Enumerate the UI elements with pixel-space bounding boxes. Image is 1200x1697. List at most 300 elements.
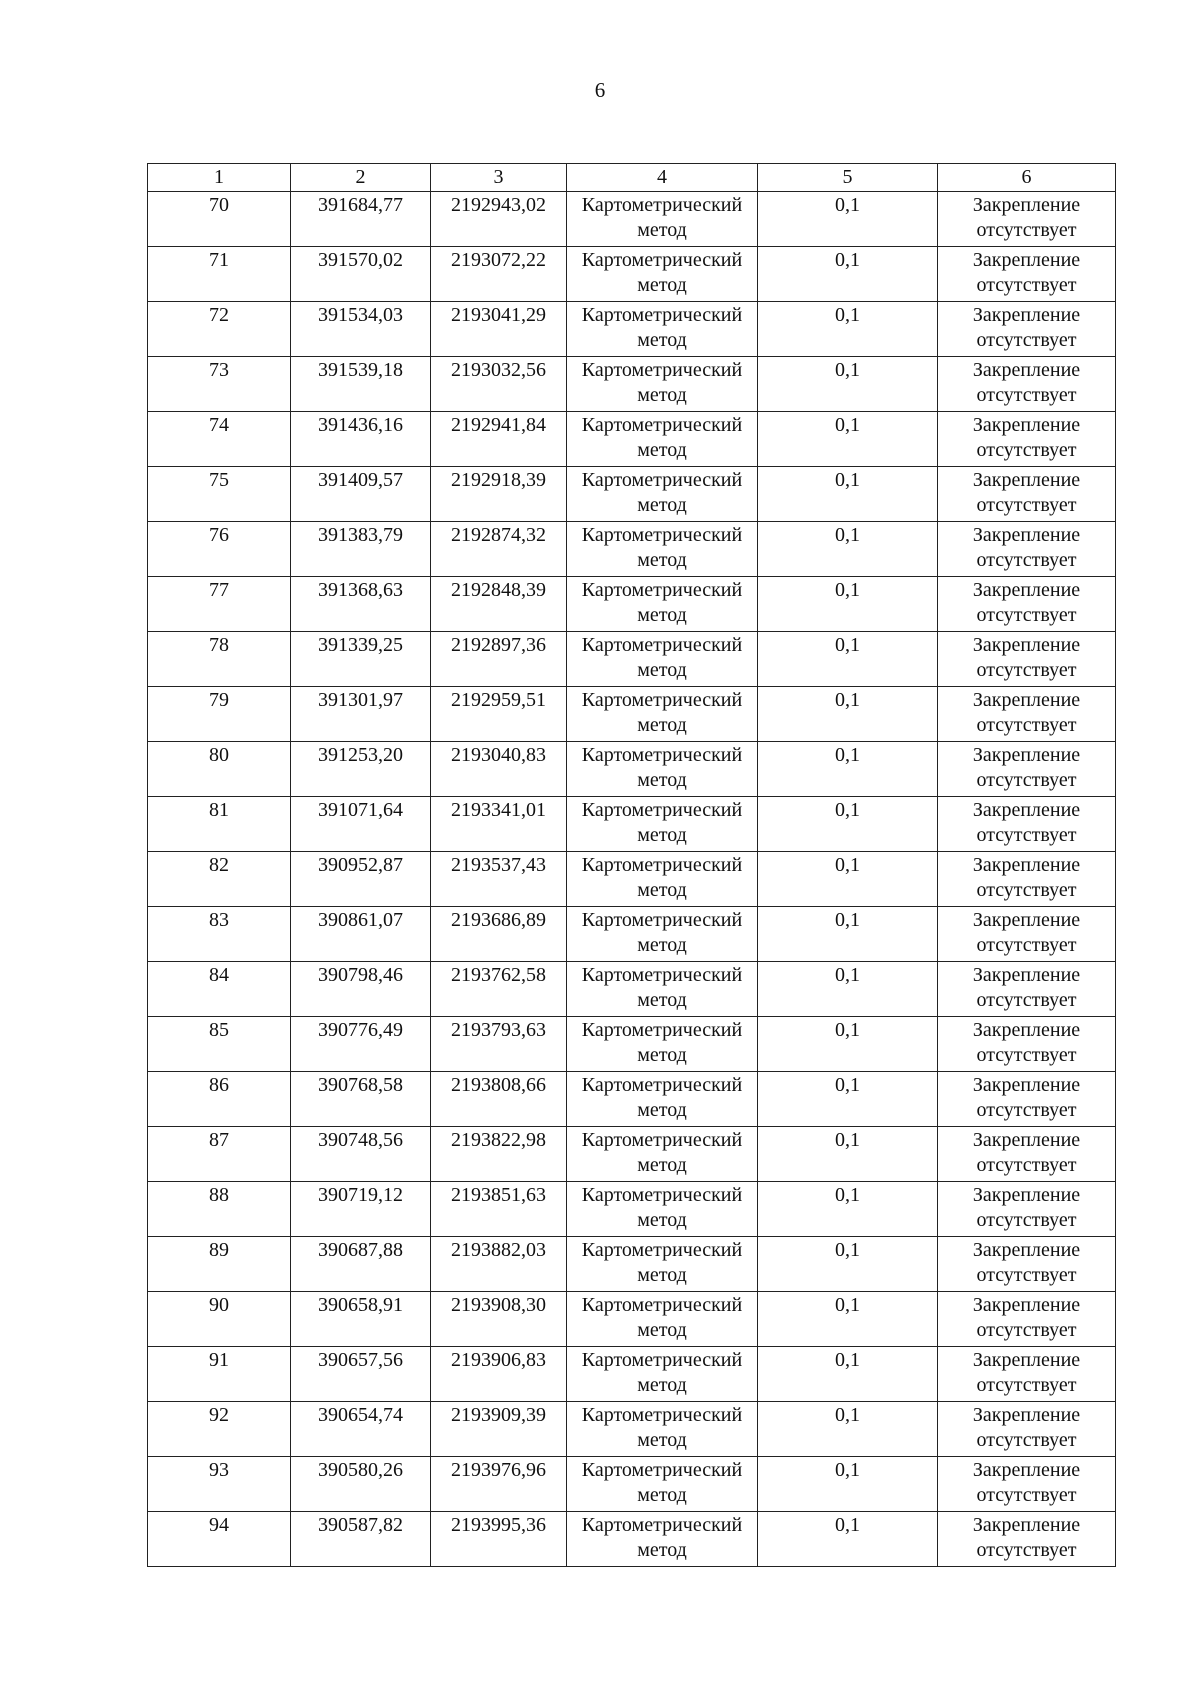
point-number: 83 bbox=[209, 909, 229, 931]
coord-y-cell bbox=[431, 1017, 567, 1072]
table-row bbox=[148, 797, 1116, 852]
coord-y: 2193040,83 bbox=[451, 744, 546, 766]
coord-y: 2193906,83 bbox=[451, 1349, 546, 1371]
fixing-description: Закрепление отсутствует bbox=[972, 1349, 1081, 1396]
coord-x: 391071,64 bbox=[318, 799, 403, 821]
coord-y: 2193041,29 bbox=[451, 304, 546, 326]
point-number-cell bbox=[148, 1512, 291, 1567]
method-cell bbox=[567, 687, 758, 742]
point-number: 91 bbox=[209, 1349, 229, 1371]
fixing-description-cell bbox=[938, 1457, 1116, 1512]
method-cell bbox=[567, 962, 758, 1017]
point-number: 77 bbox=[209, 579, 229, 601]
coord-y: 2193908,30 bbox=[451, 1294, 546, 1316]
method: Картометрический метод bbox=[581, 1349, 743, 1396]
accuracy: 0,1 bbox=[835, 524, 860, 546]
method-cell bbox=[567, 522, 758, 577]
fixing-description: Закрепление отсутствует bbox=[972, 1129, 1081, 1176]
method: Картометрический метод bbox=[581, 414, 743, 461]
method-cell bbox=[567, 797, 758, 852]
accuracy-cell bbox=[758, 1127, 938, 1182]
table-row bbox=[148, 852, 1116, 907]
method-cell bbox=[567, 412, 758, 467]
method-cell bbox=[567, 742, 758, 797]
fixing-description-cell bbox=[938, 1072, 1116, 1127]
point-number: 87 bbox=[209, 1129, 229, 1151]
coord-y-cell bbox=[431, 1072, 567, 1127]
coord-x-cell bbox=[291, 1292, 431, 1347]
accuracy-cell bbox=[758, 907, 938, 962]
accuracy: 0,1 bbox=[835, 1514, 860, 1536]
fixing-description: Закрепление отсутствует bbox=[972, 579, 1081, 626]
point-number-cell bbox=[148, 797, 291, 852]
accuracy-cell bbox=[758, 1072, 938, 1127]
coord-y-cell bbox=[431, 522, 567, 577]
coord-x-cell bbox=[291, 632, 431, 687]
table-row bbox=[148, 1457, 1116, 1512]
coord-y: 2193909,39 bbox=[451, 1404, 546, 1426]
coord-x: 390776,49 bbox=[318, 1019, 403, 1041]
coord-y: 2192897,36 bbox=[451, 634, 546, 656]
accuracy-cell bbox=[758, 522, 938, 577]
col-header-5: 5 bbox=[758, 164, 938, 192]
fixing-description: Закрепление отсутствует bbox=[972, 1294, 1081, 1341]
coord-y-cell bbox=[431, 1127, 567, 1182]
accuracy: 0,1 bbox=[835, 1294, 860, 1316]
method: Картометрический метод bbox=[581, 799, 743, 846]
table-row bbox=[148, 192, 1116, 247]
method: Картометрический метод bbox=[581, 854, 743, 901]
method: Картометрический метод bbox=[581, 249, 743, 296]
accuracy: 0,1 bbox=[835, 1184, 860, 1206]
coord-y: 2192941,84 bbox=[451, 414, 546, 436]
coord-y: 2193851,63 bbox=[451, 1184, 546, 1206]
accuracy: 0,1 bbox=[835, 1349, 860, 1371]
point-number: 71 bbox=[209, 249, 229, 271]
accuracy: 0,1 bbox=[835, 689, 860, 711]
fixing-description: Закрепление отсутствует bbox=[972, 1074, 1081, 1121]
coord-y-cell bbox=[431, 577, 567, 632]
fixing-description: Закрепление отсутствует bbox=[972, 1184, 1081, 1231]
method: Картометрический метод bbox=[581, 634, 743, 681]
coord-x: 390687,88 bbox=[318, 1239, 403, 1261]
coord-y-cell bbox=[431, 192, 567, 247]
table-row bbox=[148, 247, 1116, 302]
coord-x-cell bbox=[291, 1072, 431, 1127]
accuracy: 0,1 bbox=[835, 1404, 860, 1426]
table-row bbox=[148, 577, 1116, 632]
coord-y-cell bbox=[431, 412, 567, 467]
coord-x: 391409,57 bbox=[318, 469, 403, 491]
point-number: 94 bbox=[209, 1514, 229, 1536]
fixing-description: Закрепление отсутствует bbox=[972, 359, 1081, 406]
method: Картометрический метод bbox=[581, 1404, 743, 1451]
coord-x: 391253,20 bbox=[318, 744, 403, 766]
method-cell bbox=[567, 467, 758, 522]
coord-x: 390768,58 bbox=[318, 1074, 403, 1096]
method: Картометрический метод bbox=[581, 1129, 743, 1176]
coord-y: 2192943,02 bbox=[451, 194, 546, 216]
method-cell bbox=[567, 1017, 758, 1072]
col-header-4: 4 bbox=[567, 164, 758, 192]
point-number: 79 bbox=[209, 689, 229, 711]
coord-x: 390861,07 bbox=[318, 909, 403, 931]
fixing-description: Закрепление отсутствует bbox=[972, 414, 1081, 461]
table-row bbox=[148, 522, 1116, 577]
coord-x: 390798,46 bbox=[318, 964, 403, 986]
accuracy: 0,1 bbox=[835, 194, 860, 216]
table-row bbox=[148, 907, 1116, 962]
page-number: 6 bbox=[594, 78, 606, 102]
fixing-description-cell bbox=[938, 687, 1116, 742]
point-number: 74 bbox=[209, 414, 229, 436]
accuracy: 0,1 bbox=[835, 909, 860, 931]
coord-y-cell bbox=[431, 247, 567, 302]
method: Картометрический метод bbox=[581, 1019, 743, 1066]
coord-x: 390748,56 bbox=[318, 1129, 403, 1151]
fixing-description-cell bbox=[938, 1017, 1116, 1072]
coord-y-cell bbox=[431, 1237, 567, 1292]
fixing-description: Закрепление отсутствует bbox=[972, 1019, 1081, 1066]
coord-x-cell bbox=[291, 852, 431, 907]
fixing-description-cell bbox=[938, 302, 1116, 357]
header-row bbox=[148, 164, 1116, 192]
coord-y: 2193995,36 bbox=[451, 1514, 546, 1536]
coord-x-cell bbox=[291, 357, 431, 412]
table-row bbox=[148, 632, 1116, 687]
point-number: 92 bbox=[209, 1404, 229, 1426]
method-cell bbox=[567, 577, 758, 632]
coord-x: 390580,26 bbox=[318, 1459, 403, 1481]
method: Картометрический метод bbox=[581, 469, 743, 516]
table-row bbox=[148, 357, 1116, 412]
coord-y: 2193822,98 bbox=[451, 1129, 546, 1151]
fixing-description-cell bbox=[938, 907, 1116, 962]
coord-y: 2193032,56 bbox=[451, 359, 546, 381]
coord-x: 391383,79 bbox=[318, 524, 403, 546]
accuracy: 0,1 bbox=[835, 469, 860, 491]
point-number-cell bbox=[148, 962, 291, 1017]
table-row bbox=[148, 687, 1116, 742]
coord-x-cell bbox=[291, 302, 431, 357]
method-cell bbox=[567, 1347, 758, 1402]
coord-x: 391368,63 bbox=[318, 579, 403, 601]
coord-x: 390719,12 bbox=[318, 1184, 403, 1206]
fixing-description: Закрепление отсутствует bbox=[972, 469, 1081, 516]
table-row bbox=[148, 412, 1116, 467]
fixing-description-cell bbox=[938, 1237, 1116, 1292]
method: Картометрический метод bbox=[581, 1294, 743, 1341]
point-number: 93 bbox=[209, 1459, 229, 1481]
coord-y: 2192959,51 bbox=[451, 689, 546, 711]
coord-y-cell bbox=[431, 1402, 567, 1457]
point-number-cell bbox=[148, 577, 291, 632]
accuracy: 0,1 bbox=[835, 579, 860, 601]
point-number-cell bbox=[148, 1292, 291, 1347]
coord-y-cell bbox=[431, 357, 567, 412]
fixing-description-cell bbox=[938, 1127, 1116, 1182]
method-cell bbox=[567, 1072, 758, 1127]
method-cell bbox=[567, 302, 758, 357]
col-header-3: 3 bbox=[431, 164, 567, 192]
coord-y: 2193762,58 bbox=[451, 964, 546, 986]
fixing-description: Закрепление отсутствует bbox=[972, 689, 1081, 736]
fixing-description-cell bbox=[938, 1182, 1116, 1237]
method: Картометрический метод bbox=[581, 579, 743, 626]
fixing-description-cell bbox=[938, 962, 1116, 1017]
accuracy-cell bbox=[758, 1347, 938, 1402]
coord-x-cell bbox=[291, 577, 431, 632]
fixing-description: Закрепление отсутствует bbox=[972, 304, 1081, 351]
point-number: 76 bbox=[209, 524, 229, 546]
fixing-description-cell bbox=[938, 412, 1116, 467]
point-number-cell bbox=[148, 357, 291, 412]
col-header-6: 6 bbox=[938, 164, 1116, 192]
coord-x-cell bbox=[291, 1512, 431, 1567]
point-number: 89 bbox=[209, 1239, 229, 1261]
table-row bbox=[148, 1127, 1116, 1182]
accuracy-cell bbox=[758, 632, 938, 687]
coord-x-cell bbox=[291, 1237, 431, 1292]
fixing-description: Закрепление отсутствует bbox=[972, 524, 1081, 571]
accuracy: 0,1 bbox=[835, 744, 860, 766]
fixing-description-cell bbox=[938, 1292, 1116, 1347]
coord-y: 2192874,32 bbox=[451, 524, 546, 546]
coord-x-cell bbox=[291, 1402, 431, 1457]
coord-y-cell bbox=[431, 302, 567, 357]
coord-x: 390658,91 bbox=[318, 1294, 403, 1316]
fixing-description-cell bbox=[938, 742, 1116, 797]
fixing-description: Закрепление отсутствует bbox=[972, 194, 1081, 241]
coord-y-cell bbox=[431, 797, 567, 852]
coord-y-cell bbox=[431, 852, 567, 907]
method: Картометрический метод bbox=[581, 1514, 743, 1561]
method: Картометрический метод bbox=[581, 909, 743, 956]
method-cell bbox=[567, 1127, 758, 1182]
accuracy: 0,1 bbox=[835, 634, 860, 656]
coord-y: 2193072,22 bbox=[451, 249, 546, 271]
method: Картометрический метод bbox=[581, 1074, 743, 1121]
method-cell bbox=[567, 1182, 758, 1237]
accuracy-cell bbox=[758, 1182, 938, 1237]
coord-y: 2193976,96 bbox=[451, 1459, 546, 1481]
fixing-description-cell bbox=[938, 522, 1116, 577]
accuracy-cell bbox=[758, 742, 938, 797]
point-number-cell bbox=[148, 687, 291, 742]
point-number-cell bbox=[148, 247, 291, 302]
point-number-cell bbox=[148, 1017, 291, 1072]
table-row bbox=[148, 742, 1116, 797]
fixing-description-cell bbox=[938, 632, 1116, 687]
table-row bbox=[148, 1402, 1116, 1457]
point-number-cell bbox=[148, 632, 291, 687]
coord-x-cell bbox=[291, 1017, 431, 1072]
table-row bbox=[148, 1347, 1116, 1402]
method: Картометрический метод bbox=[581, 524, 743, 571]
coord-y-cell bbox=[431, 687, 567, 742]
method-cell bbox=[567, 247, 758, 302]
coord-y: 2193808,66 bbox=[451, 1074, 546, 1096]
point-number-cell bbox=[148, 742, 291, 797]
col-header-1: 1 bbox=[148, 164, 291, 192]
table-row bbox=[148, 1237, 1116, 1292]
method: Картометрический метод bbox=[581, 1184, 743, 1231]
fixing-description-cell bbox=[938, 247, 1116, 302]
coord-x-cell bbox=[291, 247, 431, 302]
method-cell bbox=[567, 1402, 758, 1457]
method: Картометрический метод bbox=[581, 304, 743, 351]
point-number: 81 bbox=[209, 799, 229, 821]
coord-x: 390657,56 bbox=[318, 1349, 403, 1371]
coord-y-cell bbox=[431, 1292, 567, 1347]
method: Картометрический метод bbox=[581, 689, 743, 736]
point-number-cell bbox=[148, 1182, 291, 1237]
coord-x-cell bbox=[291, 1127, 431, 1182]
accuracy-cell bbox=[758, 1512, 938, 1567]
point-number-cell bbox=[148, 302, 291, 357]
point-number-cell bbox=[148, 467, 291, 522]
fixing-description-cell bbox=[938, 797, 1116, 852]
col-header-2: 2 bbox=[291, 164, 431, 192]
accuracy: 0,1 bbox=[835, 249, 860, 271]
point-number: 88 bbox=[209, 1184, 229, 1206]
coord-y: 2192848,39 bbox=[451, 579, 546, 601]
method: Картометрический метод bbox=[581, 1459, 743, 1506]
accuracy: 0,1 bbox=[835, 964, 860, 986]
method-cell bbox=[567, 852, 758, 907]
fixing-description-cell bbox=[938, 852, 1116, 907]
coord-x: 390587,82 bbox=[318, 1514, 403, 1536]
fixing-description-cell bbox=[938, 467, 1116, 522]
point-number-cell bbox=[148, 852, 291, 907]
table-row bbox=[148, 467, 1116, 522]
coord-x-cell bbox=[291, 1182, 431, 1237]
accuracy: 0,1 bbox=[835, 414, 860, 436]
accuracy: 0,1 bbox=[835, 1074, 860, 1096]
method: Картометрический метод bbox=[581, 359, 743, 406]
accuracy-cell bbox=[758, 192, 938, 247]
accuracy-cell bbox=[758, 302, 938, 357]
point-number: 85 bbox=[209, 1019, 229, 1041]
point-number: 73 bbox=[209, 359, 229, 381]
point-number: 86 bbox=[209, 1074, 229, 1096]
table-row bbox=[148, 1072, 1116, 1127]
accuracy-cell bbox=[758, 1017, 938, 1072]
accuracy-cell bbox=[758, 357, 938, 412]
table-row bbox=[148, 302, 1116, 357]
table-row bbox=[148, 1017, 1116, 1072]
accuracy-cell bbox=[758, 1237, 938, 1292]
coord-x-cell bbox=[291, 522, 431, 577]
table-row bbox=[148, 1512, 1116, 1567]
method-cell bbox=[567, 632, 758, 687]
fixing-description: Закрепление отсутствует bbox=[972, 1514, 1081, 1561]
fixing-description-cell bbox=[938, 357, 1116, 412]
accuracy-cell bbox=[758, 1292, 938, 1347]
coord-x: 391534,03 bbox=[318, 304, 403, 326]
coord-y-cell bbox=[431, 1347, 567, 1402]
point-number-cell bbox=[148, 1347, 291, 1402]
coord-x-cell bbox=[291, 1457, 431, 1512]
table-body bbox=[148, 192, 1116, 1567]
fixing-description: Закрепление отсутствует bbox=[972, 1239, 1081, 1286]
coord-y: 2193341,01 bbox=[451, 799, 546, 821]
coord-y: 2193793,63 bbox=[451, 1019, 546, 1041]
point-number: 72 bbox=[209, 304, 229, 326]
coord-x-cell bbox=[291, 907, 431, 962]
point-number: 90 bbox=[209, 1294, 229, 1316]
table-row bbox=[148, 962, 1116, 1017]
coord-x-cell bbox=[291, 467, 431, 522]
fixing-description-cell bbox=[938, 192, 1116, 247]
accuracy: 0,1 bbox=[835, 1239, 860, 1261]
fixing-description-cell bbox=[938, 1512, 1116, 1567]
point-number-cell bbox=[148, 1127, 291, 1182]
coordinates-table bbox=[147, 163, 1116, 1567]
method-cell bbox=[567, 192, 758, 247]
accuracy: 0,1 bbox=[835, 1019, 860, 1041]
table-row bbox=[148, 1292, 1116, 1347]
coord-y: 2192918,39 bbox=[451, 469, 546, 491]
point-number-cell bbox=[148, 1237, 291, 1292]
point-number-cell bbox=[148, 522, 291, 577]
accuracy-cell bbox=[758, 962, 938, 1017]
fixing-description: Закрепление отсутствует bbox=[972, 799, 1081, 846]
table-row bbox=[148, 1182, 1116, 1237]
method-cell bbox=[567, 357, 758, 412]
fixing-description: Закрепление отсутствует bbox=[972, 249, 1081, 296]
method: Картометрический метод bbox=[581, 194, 743, 241]
coord-y: 2193882,03 bbox=[451, 1239, 546, 1261]
coord-x: 391436,16 bbox=[318, 414, 403, 436]
coord-y-cell bbox=[431, 907, 567, 962]
method-cell bbox=[567, 1237, 758, 1292]
coord-x: 390952,87 bbox=[318, 854, 403, 876]
accuracy-cell bbox=[758, 577, 938, 632]
coord-x-cell bbox=[291, 797, 431, 852]
point-number: 80 bbox=[209, 744, 229, 766]
accuracy-cell bbox=[758, 412, 938, 467]
coord-x: 391539,18 bbox=[318, 359, 403, 381]
point-number-cell bbox=[148, 412, 291, 467]
coord-x-cell bbox=[291, 1347, 431, 1402]
point-number: 82 bbox=[209, 854, 229, 876]
method-cell bbox=[567, 1292, 758, 1347]
fixing-description-cell bbox=[938, 1402, 1116, 1457]
point-number-cell bbox=[148, 192, 291, 247]
coord-y-cell bbox=[431, 632, 567, 687]
coord-y-cell bbox=[431, 962, 567, 1017]
method: Картометрический метод bbox=[581, 1239, 743, 1286]
point-number-cell bbox=[148, 907, 291, 962]
point-number: 70 bbox=[209, 194, 229, 216]
accuracy-cell bbox=[758, 1457, 938, 1512]
coord-x: 390654,74 bbox=[318, 1404, 403, 1426]
fixing-description: Закрепление отсутствует bbox=[972, 634, 1081, 681]
accuracy: 0,1 bbox=[835, 1129, 860, 1151]
method: Картометрический метод bbox=[581, 744, 743, 791]
coord-y-cell bbox=[431, 467, 567, 522]
accuracy: 0,1 bbox=[835, 1459, 860, 1481]
accuracy: 0,1 bbox=[835, 854, 860, 876]
accuracy: 0,1 bbox=[835, 304, 860, 326]
point-number: 84 bbox=[209, 964, 229, 986]
accuracy-cell bbox=[758, 247, 938, 302]
point-number-cell bbox=[148, 1072, 291, 1127]
coord-x-cell bbox=[291, 962, 431, 1017]
accuracy: 0,1 bbox=[835, 359, 860, 381]
accuracy-cell bbox=[758, 797, 938, 852]
